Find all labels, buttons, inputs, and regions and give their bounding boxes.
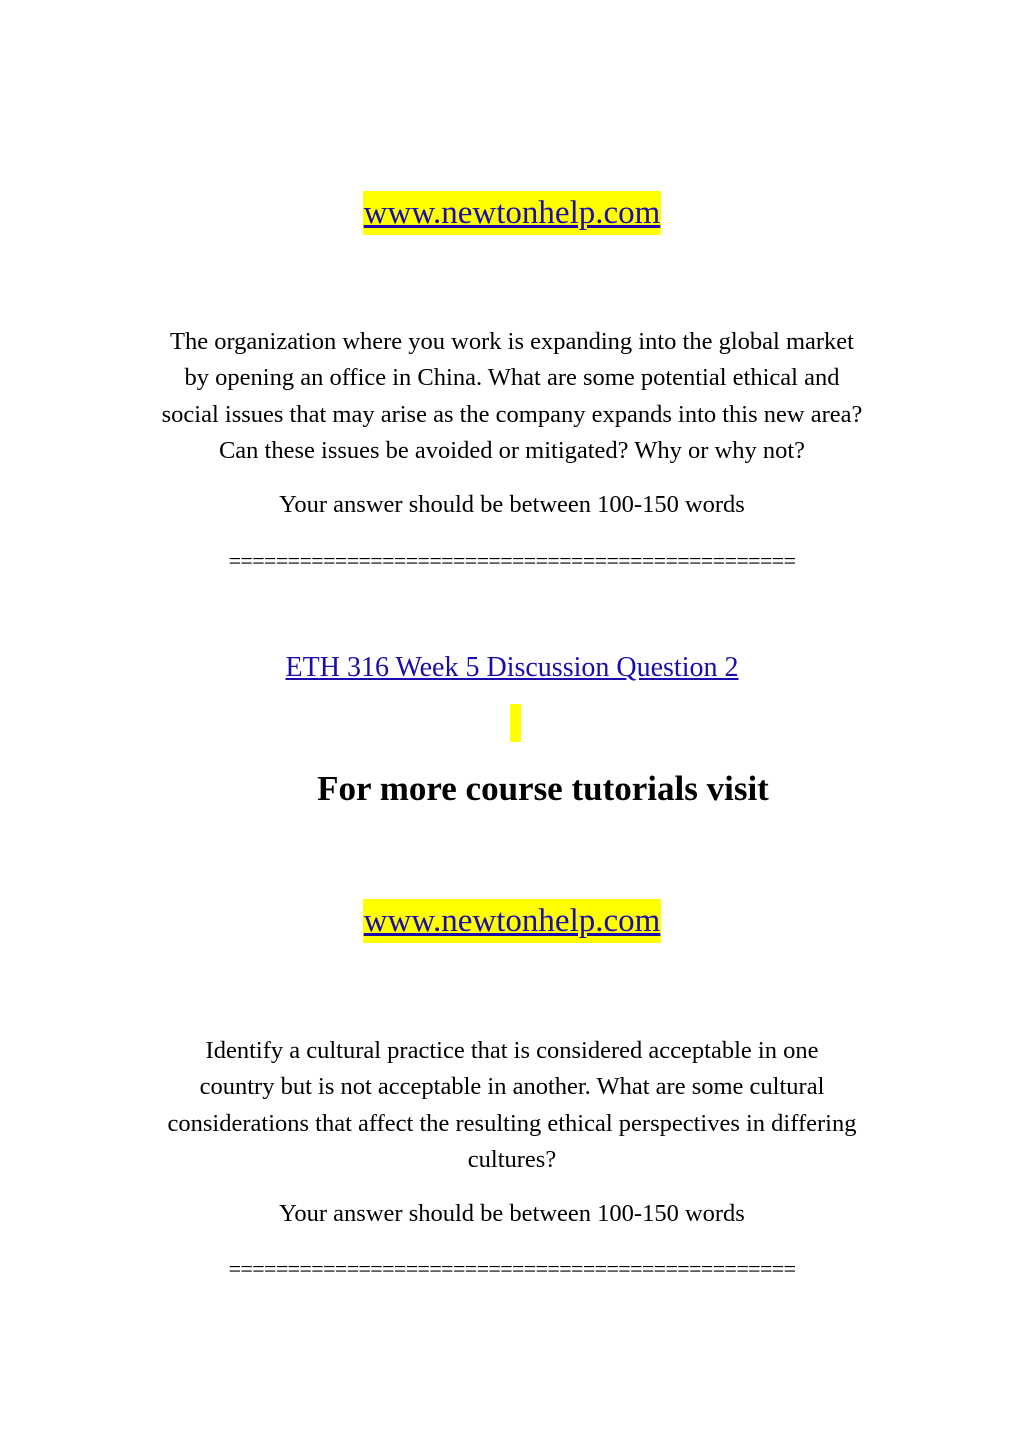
question-2-word-note: Your answer should be between 100-150 words	[279, 1200, 745, 1227]
question-1-line: The organization where you work is expanding into the global market	[169, 328, 854, 355]
header-link[interactable]: www.newtonhelp.com	[363, 191, 662, 235]
promo-heading: For more course tutorials visit	[317, 769, 769, 808]
highlight-mark	[510, 704, 521, 742]
section-title-link[interactable]: ETH 316 Week 5 Discussion Question 2	[285, 652, 739, 683]
question-1-line: by opening an office in China. What are some potential ethical and	[184, 364, 840, 392]
divider-top: ================================================	[228, 548, 796, 573]
promo-link[interactable]: www.newtonhelp.com	[363, 899, 662, 943]
question-2-line: cultures?	[467, 1145, 557, 1173]
question-1-line: Can these issues be avoided or mitigated? Why or why not?	[218, 436, 806, 464]
question-1-word-note: Your answer should be between 100-150 words	[279, 491, 745, 518]
question-2-line: Identify a cultural practice that is considered acceptable in one	[205, 1037, 819, 1064]
question-1-line: social issues that may arise as the company expands into this new area?	[161, 400, 863, 428]
question-2-paragraph	[112, 1033, 912, 1178]
question-2-line: country but is not acceptable in another. What are some cultural	[199, 1073, 825, 1101]
divider-bottom: ================================================	[228, 1256, 796, 1281]
promo-link-row	[0, 899, 1024, 943]
header-link-row	[0, 191, 1024, 235]
question-2-line: considerations that affect the resulting ethical perspectives in differing	[167, 1109, 857, 1137]
question-1-paragraph	[112, 324, 912, 469]
section-title-row	[0, 650, 1024, 686]
